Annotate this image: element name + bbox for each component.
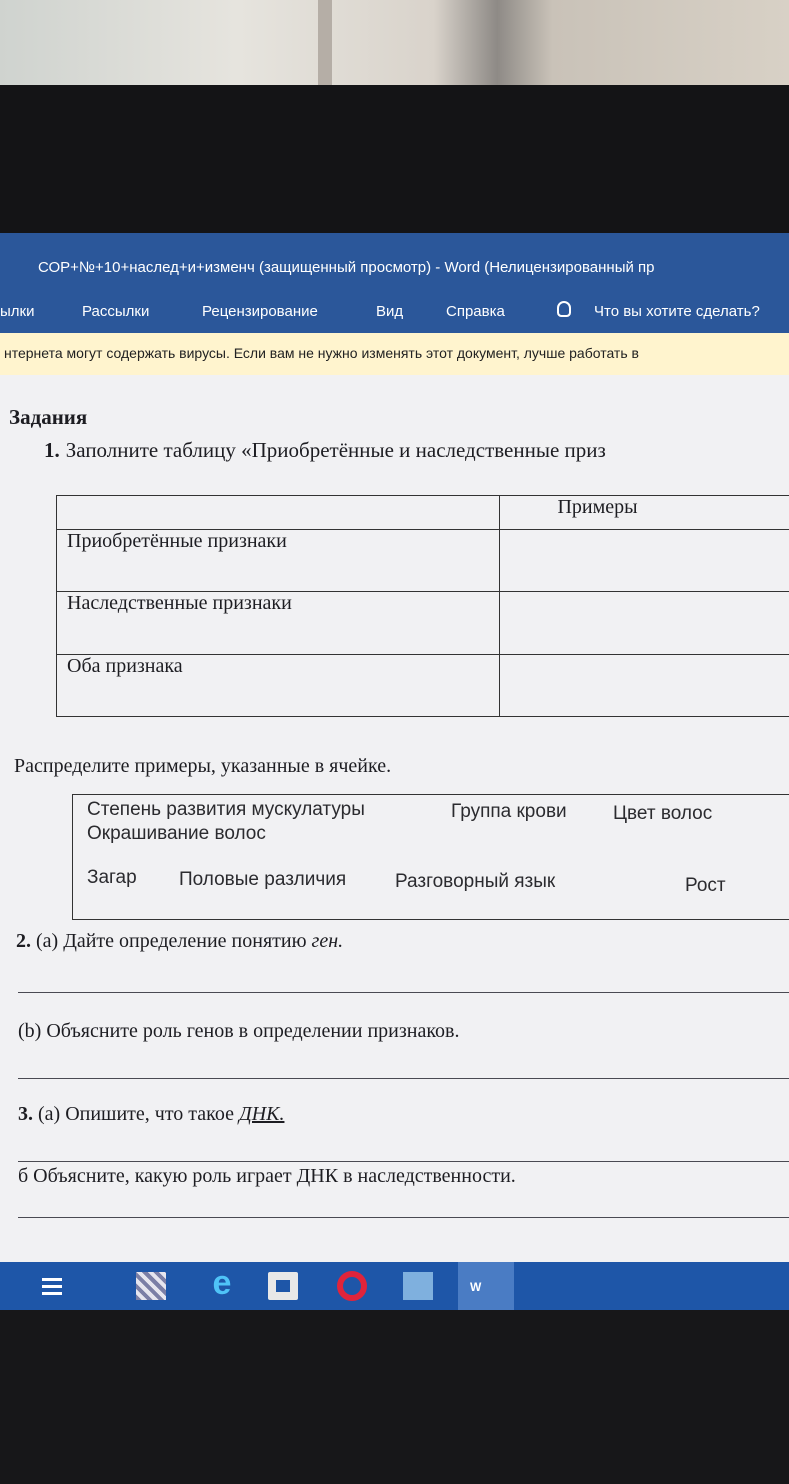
- question-2a: [16, 930, 343, 953]
- background-window: [0, 0, 789, 85]
- table-row: [57, 530, 789, 592]
- question-2-number: 2.: [16, 930, 31, 952]
- question-3b: б Объясните, какую роль играет ДНК в наследственности.: [18, 1165, 516, 1187]
- table-header-cell: [57, 496, 500, 530]
- example-item: Степень развития мускулатуры: [87, 799, 365, 820]
- tab-mailings-partial[interactable]: ылки: [0, 303, 35, 320]
- traits-table: [56, 495, 789, 717]
- word-icon[interactable]: [458, 1262, 514, 1310]
- windows-taskbar: [0, 1262, 789, 1310]
- distribute-instruction: Распределите примеры, указанные в ячейке.: [14, 755, 392, 777]
- table-header-cell: Примеры: [500, 496, 789, 530]
- example-item: Цвет волос: [613, 803, 713, 824]
- table-cell-label: Наследственные признаки: [57, 592, 500, 654]
- question-3a-text: (a) Опишите, что такое: [33, 1103, 239, 1125]
- task-1: [44, 438, 606, 463]
- answer-line[interactable]: [18, 1078, 789, 1079]
- example-item: Группа крови: [451, 801, 567, 822]
- mail-icon[interactable]: [403, 1272, 433, 1300]
- monitor-bezel-top: [0, 85, 789, 233]
- monitor-bezel-bottom: [0, 1310, 789, 1484]
- answer-line[interactable]: [18, 992, 789, 993]
- example-item: Разговорный язык: [395, 871, 556, 892]
- table-cell-examples[interactable]: [500, 592, 789, 654]
- tab-mailings[interactable]: Рассылки: [82, 303, 150, 320]
- tasks-heading: Задания: [9, 405, 88, 429]
- table-header-row: [57, 496, 789, 530]
- window-title: СОР+№+10+наслед+и+изменч (защищенный просмотр) - Word (Нелицензированный пр: [38, 259, 655, 276]
- answer-line[interactable]: [18, 1217, 789, 1218]
- tab-review[interactable]: Рецензирование: [202, 303, 318, 320]
- table-cell-label: Оба признака: [57, 654, 500, 716]
- task-1-text: Заполните таблицу «Приобретённые и наследственные приз: [65, 438, 606, 462]
- tab-view[interactable]: Вид: [376, 303, 404, 320]
- table-row: [57, 592, 789, 654]
- table-cell-label: Приобретённые признаки: [57, 530, 500, 592]
- example-item: Половые различия: [179, 869, 347, 890]
- protected-view-bar: [0, 333, 789, 376]
- example-item: Окрашивание волос: [87, 823, 266, 844]
- ribbon-tabs: [0, 285, 789, 333]
- table-cell-examples[interactable]: [500, 530, 789, 592]
- table-cell-examples[interactable]: [500, 654, 789, 716]
- lightbulb-icon: [557, 301, 571, 317]
- protected-view-message: нтернета могут содержать вирусы. Если вам не нужно изменять этот документ, лучше работать в: [4, 345, 639, 361]
- tab-help[interactable]: Справка: [446, 303, 505, 320]
- opera-icon[interactable]: [337, 1271, 367, 1301]
- table-row: [57, 654, 789, 716]
- document-page[interactable]: [0, 375, 789, 1262]
- word-icon-letter: W: [470, 1280, 482, 1294]
- app-grid-icon[interactable]: [136, 1272, 166, 1300]
- question-3a-term: ДНК.: [239, 1103, 285, 1125]
- edge-icon[interactable]: e: [212, 1264, 232, 1302]
- examples-box: [72, 794, 789, 920]
- task-view-icon[interactable]: [40, 1272, 70, 1300]
- store-icon[interactable]: [268, 1272, 298, 1300]
- question-2b: (b) Объясните роль генов в определении признаков.: [18, 1020, 460, 1042]
- question-2a-text: (a) Дайте определение понятию: [31, 930, 312, 952]
- example-item: Загар: [87, 867, 137, 888]
- answer-line[interactable]: [18, 1161, 789, 1162]
- example-item: Рост: [685, 875, 726, 896]
- question-2a-term: ген.: [311, 930, 344, 952]
- task-1-number: 1.: [44, 438, 60, 462]
- question-3a: [18, 1103, 284, 1126]
- window-frame: [318, 0, 332, 85]
- tell-me-search[interactable]: Что вы хотите сделать?: [594, 303, 760, 320]
- question-3-number: 3.: [18, 1103, 33, 1125]
- word-title-bar: [0, 233, 789, 285]
